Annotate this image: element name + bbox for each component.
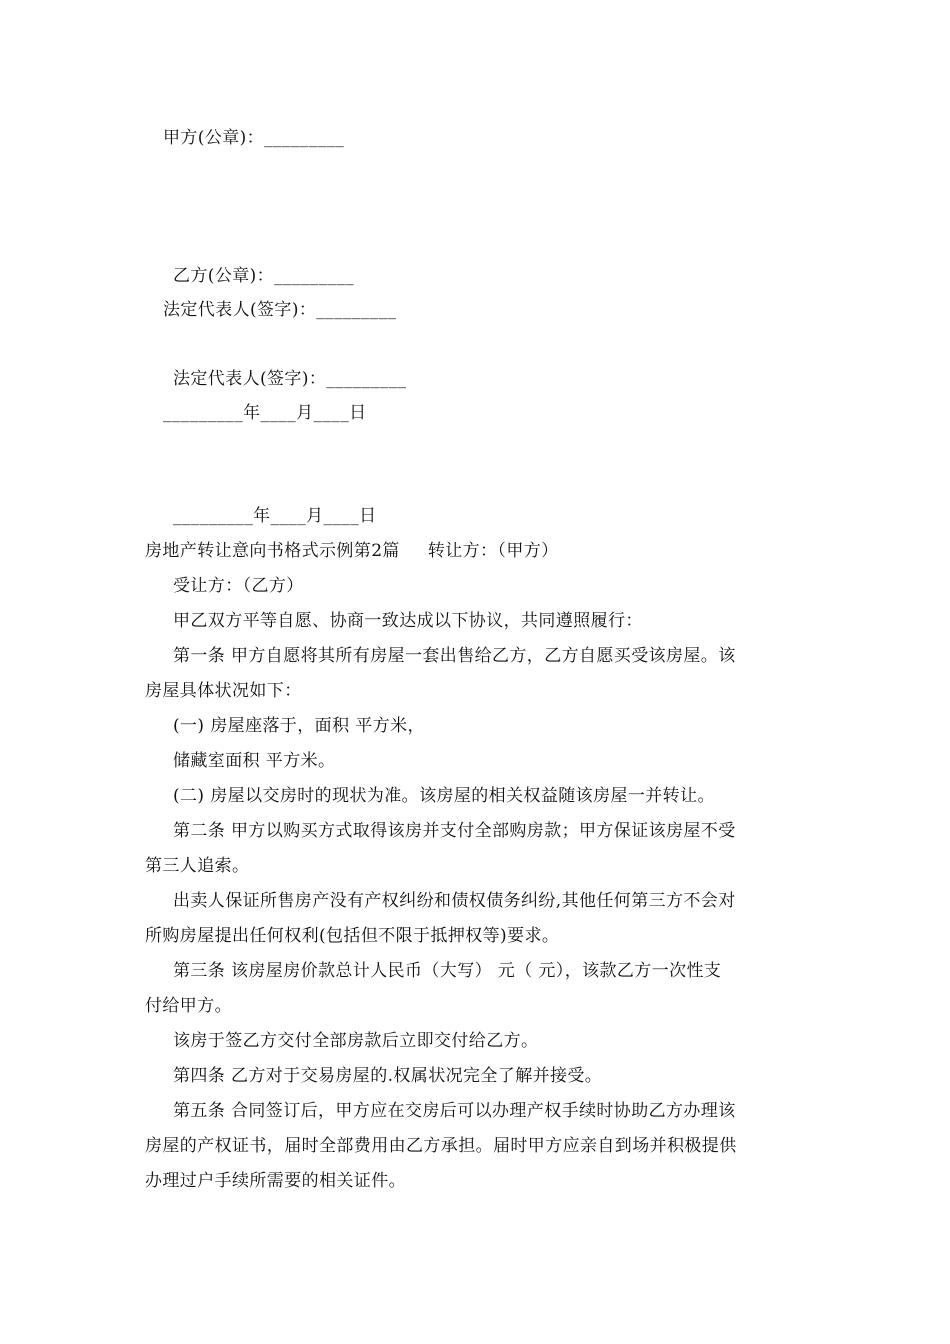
date-line: _________年____月____日 — [163, 403, 367, 423]
item-1-line-2: 储藏室面积 平方米。 — [173, 751, 336, 771]
legal-rep-signature-line-2: 法定代表人(签字)：_________ — [173, 369, 407, 389]
article-5-line-3: 办理过户手续所需要的相关证件。 — [145, 1171, 406, 1191]
transferee-label: 受让方：（乙方） — [173, 576, 304, 596]
article-5-line-2: 房屋的产权证书，届时全部费用由乙方承担。届时甲方应亲自到场并积极提供 — [145, 1136, 737, 1156]
party-a-seal-line: 甲方(公章)：_________ — [163, 128, 345, 148]
article-3-line-2: 付给甲方。 — [145, 996, 232, 1016]
article-2-line-1: 第二条 甲方以购买方式取得该房并支付全部购房款；甲方保证该房屋不受 — [173, 821, 736, 841]
handover-line: 该房于签乙方交付全部房款后立即交付给乙方。 — [173, 1031, 539, 1051]
article-3-line-1: 第三条 该房屋房价款总计人民币（大写） 元（ 元），该款乙方一次性支 — [173, 961, 722, 981]
date-line-2: _________年____月____日 — [173, 506, 377, 526]
legal-rep-signature-line: 法定代表人(签字)：_________ — [163, 300, 397, 320]
item-1-line-1: (一) 房屋座落于，面积 平方米， — [173, 716, 425, 736]
article-1-line-1: 第一条 甲方自愿将其所有房屋一套出售给乙方，乙方自愿买受该房屋。该 — [173, 646, 736, 666]
article-4-line: 第四条 乙方对于交易房屋的.权属状况完全了解并接受。 — [173, 1066, 603, 1086]
item-2-line: (二) 房屋以交房时的现状为准。该房屋的相关权益随该房屋一并转让。 — [173, 786, 715, 806]
article-1-line-2: 房屋具体状况如下： — [145, 681, 302, 701]
article-5-line-1: 第五条 合同签订后，甲方应在交房后可以办理产权手续时协助乙方办理该 — [173, 1101, 736, 1121]
seller-guarantee-line-1: 出卖人保证所售房产没有产权纠纷和债权债务纠纷,其他任何第三方不会对 — [173, 891, 736, 911]
party-b-seal-line: 乙方(公章)：_________ — [173, 266, 355, 286]
transferor-label: 转让方：（甲方） — [427, 541, 559, 561]
article-2-line-2: 第三人追索。 — [145, 856, 250, 876]
seller-guarantee-line-2: 所购房屋提出任何权利(包括但不限于抵押权等)要求。 — [145, 926, 560, 946]
title-transferor-line — [145, 540, 559, 562]
preamble-paragraph: 甲乙双方平等自愿、协商一致达成以下协议，共同遵照履行： — [173, 611, 643, 631]
document-title: 房地产转让意向书格式示例第2篇 — [145, 541, 400, 561]
